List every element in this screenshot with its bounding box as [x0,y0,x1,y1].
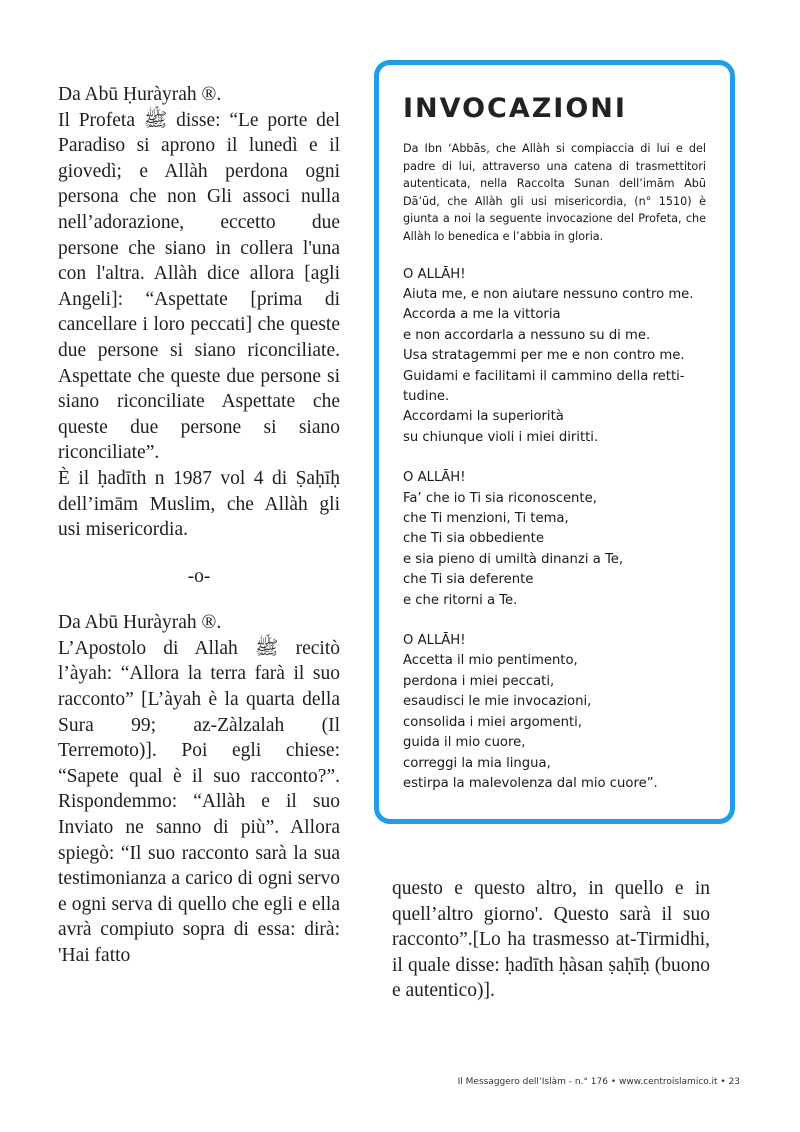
stanza-line: e non accordarla a nessuno su di me. [403,327,651,343]
hadith2-continuation: questo e questo altro, in quello e in quell’altro giorno'. Questo sarà il suo racconto”.[Lo ha trasmesso at-Tirmidhi, il quale disse: ḥadīth ḥàsan ṣaḥīḥ (buono e autentico)]. [392,878,710,1002]
stanza-line: consolida i miei argomenti, [403,714,582,730]
stanza-line: che Ti sia deferente [403,572,534,588]
separator: -o- [187,565,211,587]
hadith2-line-1: Da Abū Huràyrah ®. [58,612,222,634]
box-intro: Da Ibn ‘Abbās, che Allàh si compiaccia di lui e del padre di lui, attraverso una catena di trasmettitori autenticata, nella Raccolta Sunan dell’imām Abū Dā’ūd, che Allàh gli usi misericordia, (n° 1510) è giunta a noi la seguente invocazione del Profeta, che Allàh lo benedica e l’abbia in gloria. [403,142,706,243]
stanza-line: esaudisci le mie invocazioni, [403,694,592,710]
stanza-line: O ALLĀH! [403,633,466,649]
page-footer: Il Messaggero dell’Islàm - n.° 176 • www.centroislamico.it • 23 [457,1077,740,1087]
stanza-line: guida il mio cuore, [403,735,526,751]
hadith1-source: È il ḥadīth n 1987 vol 4 di Ṣaḥīḥ dell’imām Muslim, che Allàh gli usi misericordia. [58,467,340,541]
stanza-line: Accorda a me la vittoria [403,307,561,323]
stanza-line: correggi la mia lingua, [403,755,551,771]
stanza-line: che Ti menzioni, Ti tema, [403,511,569,527]
stanza-line: O ALLĀH! [403,266,466,282]
stanza-line: su chiunque violi i miei diritti. [403,429,599,445]
stanza-line: Accetta il mio pentimento, [403,653,578,669]
invocations-box [374,60,735,824]
stanza-line: Guidami e facilitami il cammino della retti- [403,368,685,384]
box-title: INVOCAZIONI [403,93,627,124]
stanza-3 [403,631,706,794]
stanza-line: O ALLĀH! [403,470,466,486]
right-column [392,876,710,1004]
left-column [58,82,340,969]
stanza-line: Fa’ che io Ti sia riconoscente, [403,490,597,506]
hadith1-text: Il Profeta ﷺ disse: “Le porte del Paradiso si aprono il lunedì e il giovedì; e Allàh perdona ogni persona che non Gli associ nulla nell’adorazione, eccetto due persone che siano in collera l'una con l'altra. Allàh dice allora [agli Angeli]: “Aspettate [prima di cancellare i loro peccati] che queste due persone si siano riconciliate. Aspettate che queste due persone si siano riconciliate Aspettate che queste due persone si siano riconciliate”. [58,109,340,464]
hadith1-line-1: Da Abū Ḥuràyrah ®. [58,84,222,105]
hadith2-text: L’Apostolo di Allah ﷺ recitò l’àyah: “Allora la terra farà il suo racconto” [L’àyah è la quarta della Sura 99; az-Zàlzalah (Il Terremoto)]. Poi egli chiese: “Sapete qual è il suo racconto?”. Rispondemmo: “Allàh e il suo Inviato ne sanno di più”. Allora spiegò: “Il suo racconto sarà la sua testimonianza a carico di ogni servo e ogni serva di quello che egli e ella avrà compiuto sopra di essa: dirà: 'Hai fatto [58,637,340,966]
stanza-line: tudine. [403,389,450,404]
stanza-line: Accordami la superiorità [403,409,564,425]
stanza-line: Usa stratagemmi per me e non contro me. [403,348,685,364]
stanza-line: che Ti sia obbediente [403,531,544,547]
stanza-line: e che ritorni a Te. [403,592,518,608]
stanza-1 [403,265,706,449]
stanza-line: Aiuta me, e non aiutare nessuno contro me. [403,286,694,302]
stanza-2 [403,468,706,611]
stanza-line: perdona i miei peccati, [403,673,555,689]
stanza-line: e sia pieno di umiltà dinanzi a Te, [403,551,624,567]
stanza-line: estirpa la malevolenza dal mio cuore”. [403,775,658,791]
